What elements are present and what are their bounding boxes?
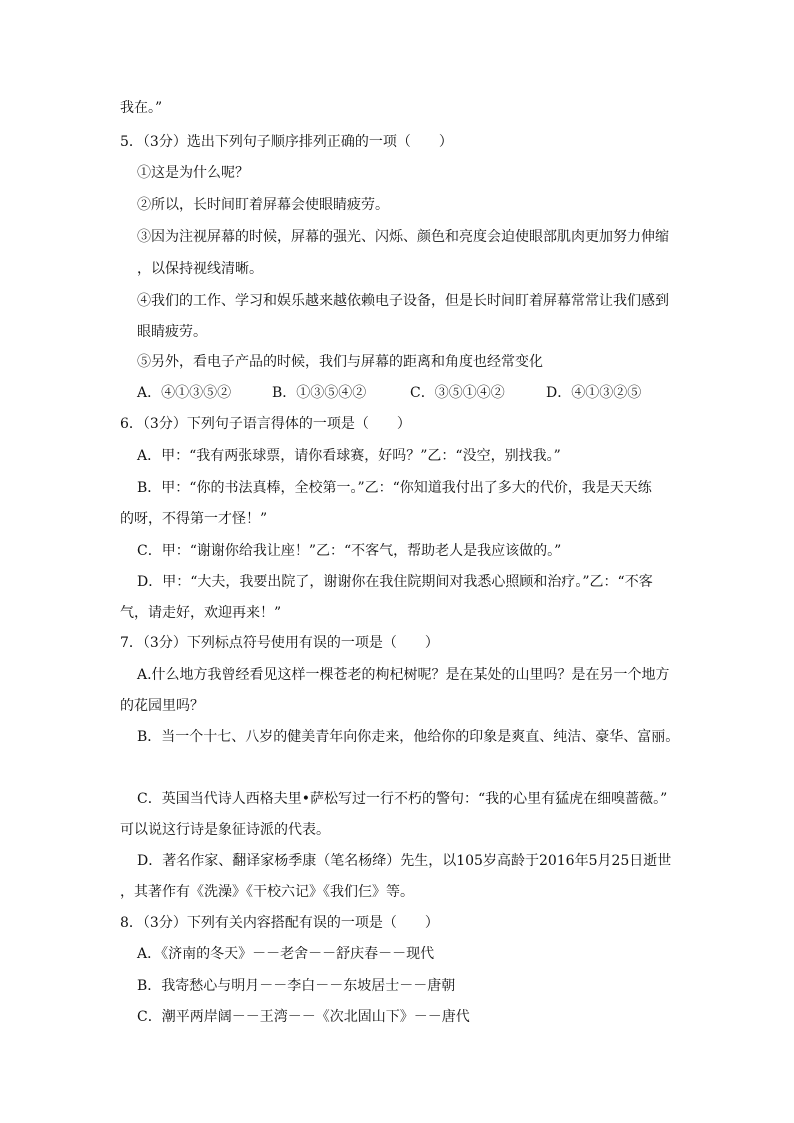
q5-sentence-3-cont: ，以保持视线清晰。 (137, 261, 263, 277)
q6-option-d-cont: 气，请走好，欢迎再来！” (120, 605, 282, 621)
q5-sentence-2: ②所以，长时间盯着屏幕会使眼睛疲劳。 (137, 197, 389, 213)
q7-option-b: B．当一个十七、八岁的健美青年向你走来，他给你的印象是爽直、纯洁、豪华、富丽。 (137, 729, 680, 745)
q7-option-d-cont: ，其著作有《洗澡》《干校六记》《我们仨》等。 (120, 884, 414, 900)
q6-stem: 6．（3分）下列句子语言得体的一项是（ ） (120, 416, 411, 432)
q6-option-c: C．甲：“谢谢你给我让座！”乙：“不客气，帮助老人是我应该做的。” (137, 543, 562, 559)
q5-sentence-5: ⑤另外，看电子产品的时候，我们与屏幕的距离和角度也经常变化 (137, 354, 543, 370)
q7-option-a: A.什么地方我曾经看见这样一棵苍老的枸杞树呢？是在某处的山里吗？是在另一个地方 (137, 667, 670, 683)
q6-option-a: A．甲：“我有两张球票，请你看球赛，好吗？”乙：“没空，别找我。” (137, 448, 561, 464)
q8-option-a: A．《济南的冬天》－－老舍－－舒庆春－－现代 (137, 946, 435, 962)
q6-option-d: D．甲：“大夫，我要出院了，谢谢你在我住院期间对我悉心照顾和治疗。”乙：“不客 (137, 574, 653, 590)
continuation-text: 我在。” (120, 100, 163, 116)
q7-option-c: C．英国当代诗人西格夫里•萨松写过一行不朽的警句：“我的心里有猛虎在细嗅蔷薇。” (137, 791, 668, 807)
q8-stem: 8．（3分）下列有关内容搭配有误的一项是（ ） (120, 915, 439, 931)
q5-sentence-4: ④我们的工作、学习和娱乐越来越依赖电子设备，但是长时间盯着屏幕常常让我们感到 (137, 293, 669, 309)
q5-stem: 5．（3分）选出下列句子顺序排列正确的一项（ ） (120, 134, 453, 150)
q5-sentence-3: ③因为注视屏幕的时候，屏幕的强光、闪烁、颜色和亮度会迫使眼部肌肉更加努力伸缩 (137, 229, 669, 245)
q6-option-b-cont: 的呀，不得第一才怪！” (120, 511, 268, 527)
q8-option-b: B．我寄愁心与明月－－李白－－东坡居士－－唐朝 (137, 978, 456, 994)
q7-option-c-cont: 可以说这行诗是象征诗派的代表。 (120, 822, 330, 838)
q6-option-b: B．甲：“你的书法真棒，全校第一。”乙：“你知道我付出了多大的代价，我是天天练 (137, 480, 652, 496)
q5-option-d: D．④①③②⑤ (546, 385, 642, 401)
q7-option-a-cont: 的花园里吗？ (120, 698, 204, 714)
q7-stem: 7．（3分）下列标点符号使用有误的一项是（ ） (120, 635, 439, 651)
q5-options (0, 383, 794, 403)
q5-sentence-4-cont: 眼睛疲劳。 (137, 324, 207, 340)
q5-option-a: A．④①③⑤② (137, 385, 232, 401)
q7-option-d: D．著名作家、翻译家杨季康（笔名杨绛）先生，以105岁高龄于2016年5月25日逝世 (137, 853, 672, 869)
q5-sentence-1: ①这是为什么呢？ (137, 165, 249, 181)
q5-option-c: C．③⑤①④② (410, 385, 505, 401)
q8-option-c: C．潮平两岸阔－－王湾－－《次北固山下》－－唐代 (137, 1009, 470, 1025)
q5-option-b: B．①③⑤④② (272, 385, 367, 401)
